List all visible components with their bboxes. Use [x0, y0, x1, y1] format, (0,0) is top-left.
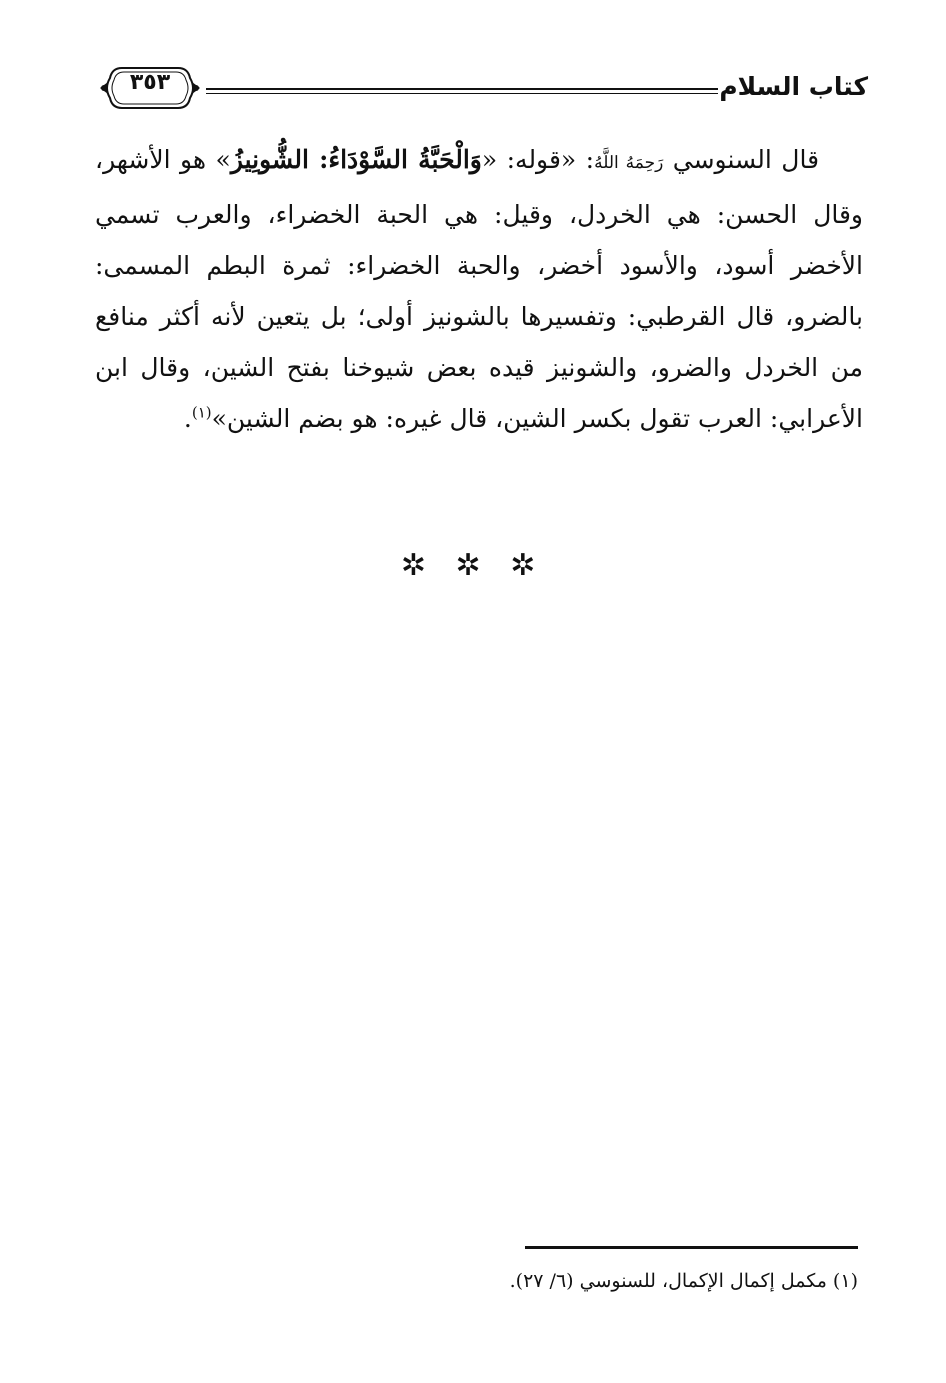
- page-number: ٣٥٣: [129, 70, 171, 95]
- section-separator-icon: ✲ ✲ ✲: [400, 548, 546, 583]
- page-number-ornament: [100, 64, 200, 112]
- footnote: (١) مكمل إكمال الإكمال، للسنوسي (٦/ ٢٧).: [509, 1270, 858, 1292]
- text-segment: : «قوله: «: [481, 145, 595, 174]
- text-segment: قال السنوسي: [663, 145, 820, 174]
- footnote-reference[interactable]: (١): [191, 403, 212, 422]
- text-segment: .: [183, 404, 192, 433]
- footnote-divider: [525, 1246, 858, 1249]
- header-rule-thin: [206, 93, 718, 94]
- paragraph: [95, 134, 863, 444]
- text-segment: » هو الأشهر، وقال الحسن: هي الخردل، وقيل: هي الحبة الخضراء، والعرب تسمي الأخضر أسود، والأسود أخضر، والحبة الخضراء: ثمرة البطم المسمى: بالضرو، قال القرطبي: وتفسيرها بالشونيز أولى؛ بل يتعين لأنه أكثر منافع من الخردل والضرو، والشونيز قيده بعض شيوخنا بفتح الشين، وقال ابن الأعرابي: العرب تقول بكسر الشين، قال غيره: هو بضم الشين»: [95, 145, 863, 433]
- honorific-glyph: رَحِمَهُ اللَّهُ: [594, 153, 664, 173]
- hadith-quote: وَالْحَبَّةُ السَّوْدَاءُ: الشُّونِيزُ: [230, 145, 482, 174]
- page-header: [88, 62, 868, 122]
- running-title: كتاب السلام: [719, 72, 868, 101]
- header-rule: [206, 88, 718, 90]
- main-paragraph: [95, 134, 863, 444]
